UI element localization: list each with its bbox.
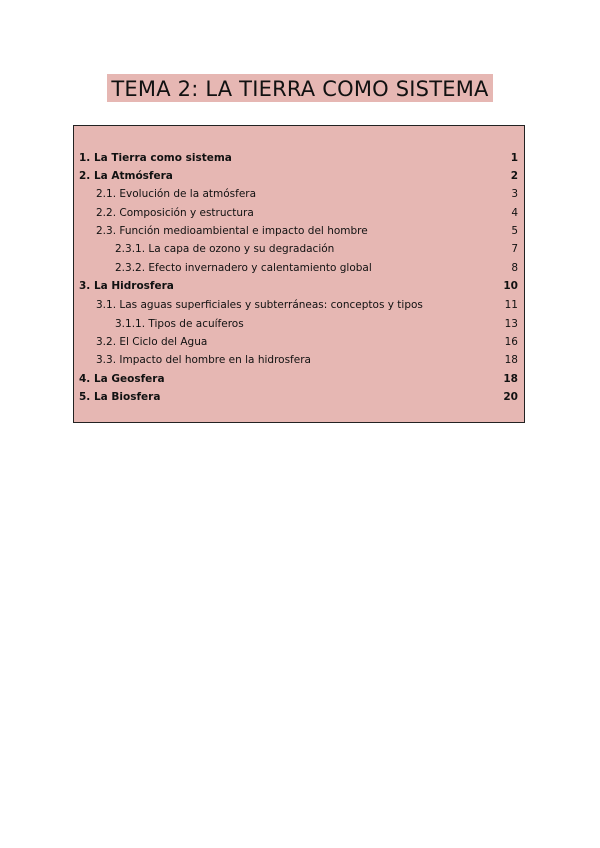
toc-entry-label: 2.3. Función medioambiental e impacto del hombre [96, 225, 368, 237]
toc-entry-page: 16 [504, 336, 518, 348]
toc-entry-3-3[interactable] [74, 351, 524, 369]
toc-entry-label: 1. La Tierra como sistema [79, 152, 232, 164]
toc-entry-3[interactable] [74, 277, 524, 295]
toc-entry-page: 8 [511, 262, 518, 274]
toc-entry-4[interactable] [74, 370, 524, 388]
toc-entry-page: 11 [504, 299, 518, 311]
toc-entry-page: 18 [504, 354, 518, 366]
toc-entry-label: 2. La Atmósfera [79, 170, 173, 182]
table-of-contents [73, 125, 525, 423]
toc-entry-page: 5 [511, 225, 518, 237]
toc-entry-2-1[interactable] [74, 185, 524, 203]
toc-entry-page: 1 [510, 152, 518, 164]
toc-entry-2-2[interactable] [74, 204, 524, 222]
toc-entry-label: 4. La Geosfera [79, 373, 165, 385]
toc-entry-page: 13 [504, 318, 518, 330]
toc-entry-page: 7 [511, 243, 518, 255]
toc-entry-3-2[interactable] [74, 333, 524, 351]
toc-entry-label: 2.1. Evolución de la atmósfera [96, 188, 257, 200]
toc-entry-page: 4 [511, 207, 518, 219]
toc-entry-page: 3 [511, 188, 518, 200]
toc-entry-label: 2.2. Composición y estructura [96, 207, 254, 219]
toc-entry-label: 3.3. Impacto del hombre en la hidrosfera [96, 354, 311, 366]
toc-entry-1[interactable] [74, 149, 524, 167]
toc-entry-page: 2 [510, 170, 518, 182]
document-title: TEMA 2: LA TIERRA COMO SISTEMA [107, 74, 492, 102]
toc-entry-3-1-1[interactable] [74, 315, 524, 333]
toc-entry-label: 5. La Biosfera [79, 391, 161, 403]
toc-entry-label: 3.1.1. Tipos de acuíferos [115, 318, 244, 330]
title-container [0, 74, 600, 102]
toc-entry-label: 2.3.2. Efecto invernadero y calentamiento global [115, 262, 372, 274]
toc-entry-label: 3.1. Las aguas superficiales y subterráneas: conceptos y tipos [96, 299, 423, 311]
toc-entry-page: 20 [503, 391, 518, 403]
toc-entry-label: 3. La Hidrosfera [79, 280, 174, 292]
toc-entry-2-3-1[interactable] [74, 240, 524, 258]
toc-entry-3-1[interactable] [74, 296, 524, 314]
toc-entry-2-3-2[interactable] [74, 259, 524, 277]
toc-entry-label: 3.2. El Ciclo del Agua [96, 336, 208, 348]
toc-entry-label: 2.3.1. La capa de ozono y su degradación [115, 243, 335, 255]
toc-entry-page: 10 [503, 280, 518, 292]
toc-entry-5[interactable] [74, 388, 524, 406]
toc-entry-2[interactable] [74, 167, 524, 185]
toc-entry-page: 18 [503, 373, 518, 385]
toc-entry-2-3[interactable] [74, 222, 524, 240]
